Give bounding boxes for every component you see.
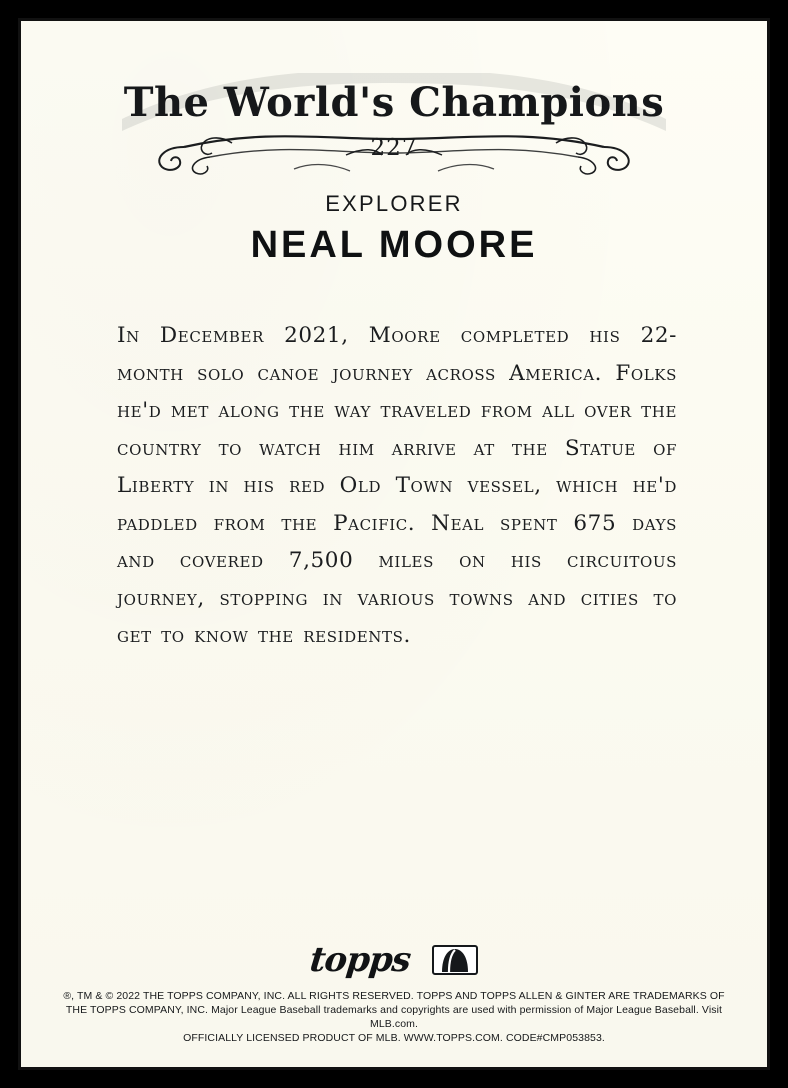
player-name: NEAL MOORE	[250, 224, 538, 266]
topps-logo: topps	[307, 940, 413, 980]
card-subtitle-occupation: EXPLORER	[325, 191, 463, 216]
card-paper-surface	[21, 21, 767, 1067]
card-biography-text: In December 2021, Moore completed his 22-month solo canoe journey across America. Folks he'd met along the way traveled from all over the country to watch him arrive at the Statue of Liberty in his red Old Town vessel, which he'd paddled from the Pacific. Neal spent 675 days and covered 7,500 miles on his circuitous journey, stopping in various towns and cities to get to know the residents.	[117, 323, 677, 648]
card-number: 227	[370, 135, 418, 161]
legal-line-2: THE TOPPS COMPANY, INC. Major League Baseball trademarks and copyrights are used with permission of Major League Baseball. Visit MLB.com.	[65, 1004, 723, 1030]
footer-logos	[21, 940, 767, 980]
legal-line-3: OFFICIALLY LICENSED PRODUCT OF MLB. WWW.TOPPS.COM. CODE#CMP053853.	[183, 1032, 605, 1044]
legal-line-1: ®, TM & © 2022 THE TOPPS COMPANY, INC. ALL RIGHTS RESERVED. TOPPS AND TOPPS ALLEN & GINTER ARE TRADEMARKS OF	[63, 990, 725, 1002]
card-footer	[21, 940, 767, 1045]
mlb-logo-icon	[432, 945, 478, 975]
banner-title: The World's Champions	[123, 79, 665, 126]
baseball-card-back	[18, 18, 770, 1070]
card-header-banner	[21, 73, 767, 185]
banner-artwork	[114, 73, 674, 185]
